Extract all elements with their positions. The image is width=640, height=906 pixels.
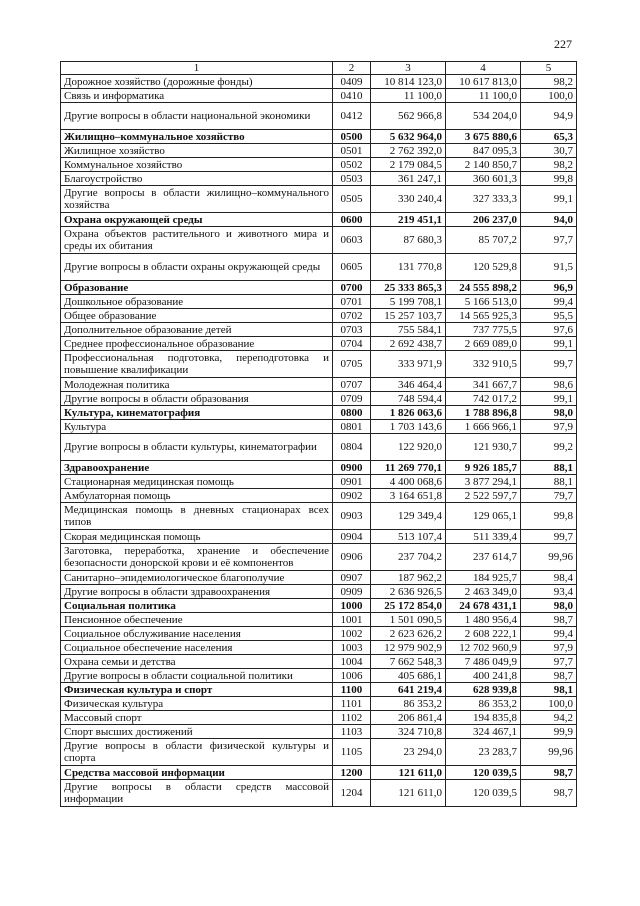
row-name: Культура xyxy=(61,420,333,434)
row-percent: 99,7 xyxy=(521,530,577,544)
row-code: 1100 xyxy=(333,683,371,697)
table-row xyxy=(61,475,577,489)
row-name: Средства массовой информации xyxy=(61,766,333,780)
row-plan-value: 10 814 123,0 xyxy=(371,75,446,89)
row-code: 0501 xyxy=(333,144,371,158)
row-percent: 98,7 xyxy=(521,780,577,807)
row-actual-value: 12 702 960,9 xyxy=(446,641,521,655)
table-row xyxy=(61,683,577,697)
table-row xyxy=(61,434,577,461)
row-code: 1200 xyxy=(333,766,371,780)
row-percent: 100,0 xyxy=(521,89,577,103)
row-code: 0503 xyxy=(333,172,371,186)
row-actual-value: 742 017,2 xyxy=(446,392,521,406)
row-percent: 99,8 xyxy=(521,172,577,186)
table-row xyxy=(61,172,577,186)
table-row xyxy=(61,503,577,530)
table-row xyxy=(61,613,577,627)
row-name: Здравоохранение xyxy=(61,461,333,475)
row-percent: 91,5 xyxy=(521,254,577,281)
row-name: Образование xyxy=(61,281,333,295)
row-actual-value: 2 140 850,7 xyxy=(446,158,521,172)
row-percent: 30,7 xyxy=(521,144,577,158)
row-percent: 93,4 xyxy=(521,585,577,599)
row-plan-value: 121 611,0 xyxy=(371,766,446,780)
row-code: 0605 xyxy=(333,254,371,281)
row-plan-value: 121 611,0 xyxy=(371,780,446,807)
table-row xyxy=(61,585,577,599)
row-name: Среднее профессиональное образование xyxy=(61,337,333,351)
row-percent: 98,6 xyxy=(521,378,577,392)
row-actual-value: 121 930,7 xyxy=(446,434,521,461)
row-percent: 98,7 xyxy=(521,766,577,780)
table-row xyxy=(61,697,577,711)
row-name: Охрана окружающей среды xyxy=(61,213,333,227)
header-col-2: 2 xyxy=(333,62,371,75)
row-plan-value: 11 100,0 xyxy=(371,89,446,103)
row-plan-value: 219 451,1 xyxy=(371,213,446,227)
row-actual-value: 129 065,1 xyxy=(446,503,521,530)
row-name: Другие вопросы в области охраны окружающей среды xyxy=(61,254,333,281)
row-name: Спорт высших достижений xyxy=(61,725,333,739)
row-plan-value: 330 240,4 xyxy=(371,186,446,213)
row-actual-value: 206 237,0 xyxy=(446,213,521,227)
row-actual-value: 194 835,8 xyxy=(446,711,521,725)
row-percent: 100,0 xyxy=(521,697,577,711)
row-plan-value: 12 979 902,9 xyxy=(371,641,446,655)
row-code: 0906 xyxy=(333,544,371,571)
row-percent: 97,9 xyxy=(521,420,577,434)
row-actual-value: 327 333,3 xyxy=(446,186,521,213)
header-col-1: 1 xyxy=(61,62,333,75)
row-name: Охрана семьи и детства xyxy=(61,655,333,669)
row-plan-value: 15 257 103,7 xyxy=(371,309,446,323)
row-percent: 99,7 xyxy=(521,351,577,378)
row-percent: 97,6 xyxy=(521,323,577,337)
row-name: Физическая культура и спорт xyxy=(61,683,333,697)
row-code: 1103 xyxy=(333,725,371,739)
row-plan-value: 2 623 626,2 xyxy=(371,627,446,641)
row-name: Стационарная медицинская помощь xyxy=(61,475,333,489)
row-plan-value: 5 632 964,0 xyxy=(371,130,446,144)
row-name: Связь и информатика xyxy=(61,89,333,103)
table-row xyxy=(61,103,577,130)
table-row xyxy=(61,89,577,103)
row-name: Заготовка, переработка, хранение и обеспечение безопасности донорской крови и её компонентов xyxy=(61,544,333,571)
row-percent: 99,96 xyxy=(521,739,577,766)
row-code: 0702 xyxy=(333,309,371,323)
row-actual-value: 1 788 896,8 xyxy=(446,406,521,420)
row-plan-value: 324 710,8 xyxy=(371,725,446,739)
row-plan-value: 755 584,1 xyxy=(371,323,446,337)
row-name: Культура, кинематография xyxy=(61,406,333,420)
row-plan-value: 187 962,2 xyxy=(371,571,446,585)
row-plan-value: 206 861,4 xyxy=(371,711,446,725)
row-percent: 97,9 xyxy=(521,641,577,655)
row-name: Другие вопросы в области культуры, кинематографии xyxy=(61,434,333,461)
row-percent: 94,0 xyxy=(521,213,577,227)
row-percent: 99,96 xyxy=(521,544,577,571)
table-row xyxy=(61,599,577,613)
table-row xyxy=(61,144,577,158)
row-plan-value: 23 294,0 xyxy=(371,739,446,766)
row-name: Профессиональная подготовка, переподготовка и повышение квалификации xyxy=(61,351,333,378)
row-plan-value: 4 400 068,6 xyxy=(371,475,446,489)
row-actual-value: 341 667,7 xyxy=(446,378,521,392)
row-name: Другие вопросы в области социальной политики xyxy=(61,669,333,683)
row-plan-value: 361 247,1 xyxy=(371,172,446,186)
row-percent: 98,2 xyxy=(521,75,577,89)
row-actual-value: 10 617 813,0 xyxy=(446,75,521,89)
table-row xyxy=(61,309,577,323)
table-row xyxy=(61,420,577,434)
table-row xyxy=(61,725,577,739)
table-row xyxy=(61,627,577,641)
row-actual-value: 2 608 222,1 xyxy=(446,627,521,641)
row-percent: 95,5 xyxy=(521,309,577,323)
row-percent: 88,1 xyxy=(521,461,577,475)
row-percent: 99,1 xyxy=(521,392,577,406)
row-percent: 99,8 xyxy=(521,503,577,530)
row-name: Пенсионное обеспечение xyxy=(61,613,333,627)
row-percent: 99,4 xyxy=(521,295,577,309)
table-row xyxy=(61,406,577,420)
row-code: 1002 xyxy=(333,627,371,641)
row-plan-value: 87 680,3 xyxy=(371,227,446,254)
row-plan-value: 5 199 708,1 xyxy=(371,295,446,309)
row-name: Коммунальное хозяйство xyxy=(61,158,333,172)
row-code: 0904 xyxy=(333,530,371,544)
row-plan-value: 333 971,9 xyxy=(371,351,446,378)
row-actual-value: 511 339,4 xyxy=(446,530,521,544)
row-code: 0603 xyxy=(333,227,371,254)
row-code: 1000 xyxy=(333,599,371,613)
table-row xyxy=(61,392,577,406)
row-code: 0709 xyxy=(333,392,371,406)
row-code: 0704 xyxy=(333,337,371,351)
table-row xyxy=(61,227,577,254)
row-actual-value: 184 925,7 xyxy=(446,571,521,585)
row-code: 0804 xyxy=(333,434,371,461)
row-actual-value: 120 039,5 xyxy=(446,766,521,780)
row-plan-value: 2 636 926,5 xyxy=(371,585,446,599)
row-percent: 88,1 xyxy=(521,475,577,489)
row-name: Социальное обеспечение населения xyxy=(61,641,333,655)
row-code: 1102 xyxy=(333,711,371,725)
row-plan-value: 562 966,8 xyxy=(371,103,446,130)
row-name: Другие вопросы в области средств массовой информации xyxy=(61,780,333,807)
row-plan-value: 1 703 143,6 xyxy=(371,420,446,434)
row-name: Дополнительное образование детей xyxy=(61,323,333,337)
row-plan-value: 748 594,4 xyxy=(371,392,446,406)
row-actual-value: 5 166 513,0 xyxy=(446,295,521,309)
table-row xyxy=(61,489,577,503)
row-code: 0703 xyxy=(333,323,371,337)
row-code: 0600 xyxy=(333,213,371,227)
row-percent: 98,2 xyxy=(521,158,577,172)
row-code: 0500 xyxy=(333,130,371,144)
row-code: 0705 xyxy=(333,351,371,378)
row-percent: 94,9 xyxy=(521,103,577,130)
row-plan-value: 11 269 770,1 xyxy=(371,461,446,475)
table-row xyxy=(61,351,577,378)
row-plan-value: 122 920,0 xyxy=(371,434,446,461)
row-code: 1001 xyxy=(333,613,371,627)
row-percent: 99,9 xyxy=(521,725,577,739)
table-row xyxy=(61,571,577,585)
table-row xyxy=(61,186,577,213)
row-actual-value: 24 678 431,1 xyxy=(446,599,521,613)
row-actual-value: 9 926 185,7 xyxy=(446,461,521,475)
budget-table xyxy=(60,61,577,807)
row-name: Скорая медицинская помощь xyxy=(61,530,333,544)
row-plan-value: 86 353,2 xyxy=(371,697,446,711)
row-actual-value: 3 877 294,1 xyxy=(446,475,521,489)
row-actual-value: 1 666 966,1 xyxy=(446,420,521,434)
row-name: Дорожное хозяйство (дорожные фонды) xyxy=(61,75,333,89)
row-code: 0902 xyxy=(333,489,371,503)
row-code: 0901 xyxy=(333,475,371,489)
table-row xyxy=(61,641,577,655)
row-code: 1105 xyxy=(333,739,371,766)
row-code: 1003 xyxy=(333,641,371,655)
row-code: 0903 xyxy=(333,503,371,530)
row-actual-value: 2 463 349,0 xyxy=(446,585,521,599)
row-actual-value: 2 669 089,0 xyxy=(446,337,521,351)
row-actual-value: 3 675 880,6 xyxy=(446,130,521,144)
row-actual-value: 324 467,1 xyxy=(446,725,521,739)
table-row xyxy=(61,530,577,544)
row-actual-value: 2 522 597,7 xyxy=(446,489,521,503)
row-code: 0410 xyxy=(333,89,371,103)
header-row xyxy=(61,62,577,75)
row-plan-value: 2 692 438,7 xyxy=(371,337,446,351)
row-plan-value: 129 349,4 xyxy=(371,503,446,530)
row-name: Массовый спорт xyxy=(61,711,333,725)
row-plan-value: 1 826 063,6 xyxy=(371,406,446,420)
row-name: Жилищное хозяйство xyxy=(61,144,333,158)
table-row xyxy=(61,711,577,725)
row-percent: 99,4 xyxy=(521,627,577,641)
row-actual-value: 120 529,8 xyxy=(446,254,521,281)
header-col-3: 3 xyxy=(371,62,446,75)
table-row xyxy=(61,780,577,807)
row-percent: 99,1 xyxy=(521,337,577,351)
row-actual-value: 1 480 956,4 xyxy=(446,613,521,627)
row-code: 0409 xyxy=(333,75,371,89)
row-actual-value: 85 707,2 xyxy=(446,227,521,254)
table-row xyxy=(61,281,577,295)
row-actual-value: 24 555 898,2 xyxy=(446,281,521,295)
row-name: Социальная политика xyxy=(61,599,333,613)
table-row xyxy=(61,295,577,309)
table-row xyxy=(61,544,577,571)
row-actual-value: 360 601,3 xyxy=(446,172,521,186)
row-code: 0700 xyxy=(333,281,371,295)
row-plan-value: 2 762 392,0 xyxy=(371,144,446,158)
row-code: 1006 xyxy=(333,669,371,683)
row-code: 0900 xyxy=(333,461,371,475)
row-plan-value: 1 501 090,5 xyxy=(371,613,446,627)
row-actual-value: 534 204,0 xyxy=(446,103,521,130)
row-actual-value: 400 241,8 xyxy=(446,669,521,683)
table-row xyxy=(61,655,577,669)
row-percent: 65,3 xyxy=(521,130,577,144)
row-actual-value: 11 100,0 xyxy=(446,89,521,103)
table-row xyxy=(61,337,577,351)
row-percent: 99,2 xyxy=(521,434,577,461)
row-name: Другие вопросы в области образования xyxy=(61,392,333,406)
row-actual-value: 23 283,7 xyxy=(446,739,521,766)
row-percent: 79,7 xyxy=(521,489,577,503)
row-name: Физическая культура xyxy=(61,697,333,711)
row-actual-value: 628 939,8 xyxy=(446,683,521,697)
row-code: 1101 xyxy=(333,697,371,711)
row-actual-value: 737 775,5 xyxy=(446,323,521,337)
row-name: Общее образование xyxy=(61,309,333,323)
row-code: 0505 xyxy=(333,186,371,213)
row-name: Амбулаторная помощь xyxy=(61,489,333,503)
row-actual-value: 237 614,7 xyxy=(446,544,521,571)
row-name: Медицинская помощь в дневных стационарах всех типов xyxy=(61,503,333,530)
row-actual-value: 332 910,5 xyxy=(446,351,521,378)
row-code: 0707 xyxy=(333,378,371,392)
page-number: 227 xyxy=(554,37,572,51)
row-actual-value: 14 565 925,3 xyxy=(446,309,521,323)
row-code: 0502 xyxy=(333,158,371,172)
row-actual-value: 7 486 049,9 xyxy=(446,655,521,669)
table-row xyxy=(61,766,577,780)
row-name: Благоустройство xyxy=(61,172,333,186)
row-code: 0800 xyxy=(333,406,371,420)
row-actual-value: 86 353,2 xyxy=(446,697,521,711)
row-plan-value: 2 179 084,5 xyxy=(371,158,446,172)
row-percent: 98,0 xyxy=(521,599,577,613)
table-row xyxy=(61,323,577,337)
table-body xyxy=(61,75,577,807)
row-actual-value: 847 095,3 xyxy=(446,144,521,158)
row-code: 1004 xyxy=(333,655,371,669)
table-row xyxy=(61,158,577,172)
row-percent: 98,4 xyxy=(521,571,577,585)
row-plan-value: 513 107,4 xyxy=(371,530,446,544)
row-code: 1204 xyxy=(333,780,371,807)
row-name: Другие вопросы в области национальной экономики xyxy=(61,103,333,130)
row-name: Другие вопросы в области жилищно–коммунального хозяйства xyxy=(61,186,333,213)
row-plan-value: 25 172 854,0 xyxy=(371,599,446,613)
row-name: Жилищно–коммунальное хозяйство xyxy=(61,130,333,144)
table-row xyxy=(61,378,577,392)
row-code: 0907 xyxy=(333,571,371,585)
row-plan-value: 237 704,2 xyxy=(371,544,446,571)
row-plan-value: 25 333 865,3 xyxy=(371,281,446,295)
row-actual-value: 120 039,5 xyxy=(446,780,521,807)
row-name: Санитарно–эпидемиологическое благополучие xyxy=(61,571,333,585)
row-name: Другие вопросы в области здравоохранения xyxy=(61,585,333,599)
row-percent: 99,1 xyxy=(521,186,577,213)
row-percent: 97,7 xyxy=(521,227,577,254)
row-plan-value: 641 219,4 xyxy=(371,683,446,697)
row-plan-value: 7 662 548,3 xyxy=(371,655,446,669)
row-percent: 98,7 xyxy=(521,613,577,627)
row-plan-value: 131 770,8 xyxy=(371,254,446,281)
table-row xyxy=(61,461,577,475)
row-percent: 98,1 xyxy=(521,683,577,697)
row-plan-value: 3 164 651,8 xyxy=(371,489,446,503)
table-row xyxy=(61,130,577,144)
header-col-5: 5 xyxy=(521,62,577,75)
header-col-4: 4 xyxy=(446,62,521,75)
row-percent: 97,7 xyxy=(521,655,577,669)
row-code: 0701 xyxy=(333,295,371,309)
table-row xyxy=(61,739,577,766)
table-row xyxy=(61,213,577,227)
table-row xyxy=(61,669,577,683)
row-name: Охрана объектов растительного и животного мира и среды их обитания xyxy=(61,227,333,254)
row-code: 0801 xyxy=(333,420,371,434)
row-name: Социальное обслуживание населения xyxy=(61,627,333,641)
row-name: Молодежная политика xyxy=(61,378,333,392)
table-row xyxy=(61,254,577,281)
row-percent: 98,0 xyxy=(521,406,577,420)
row-name: Другие вопросы в области физической культуры и спорта xyxy=(61,739,333,766)
row-plan-value: 346 464,4 xyxy=(371,378,446,392)
row-code: 0909 xyxy=(333,585,371,599)
row-name: Дошкольное образование xyxy=(61,295,333,309)
row-code: 0412 xyxy=(333,103,371,130)
row-percent: 94,2 xyxy=(521,711,577,725)
row-percent: 96,9 xyxy=(521,281,577,295)
table-row xyxy=(61,75,577,89)
row-percent: 98,7 xyxy=(521,669,577,683)
row-plan-value: 405 686,1 xyxy=(371,669,446,683)
